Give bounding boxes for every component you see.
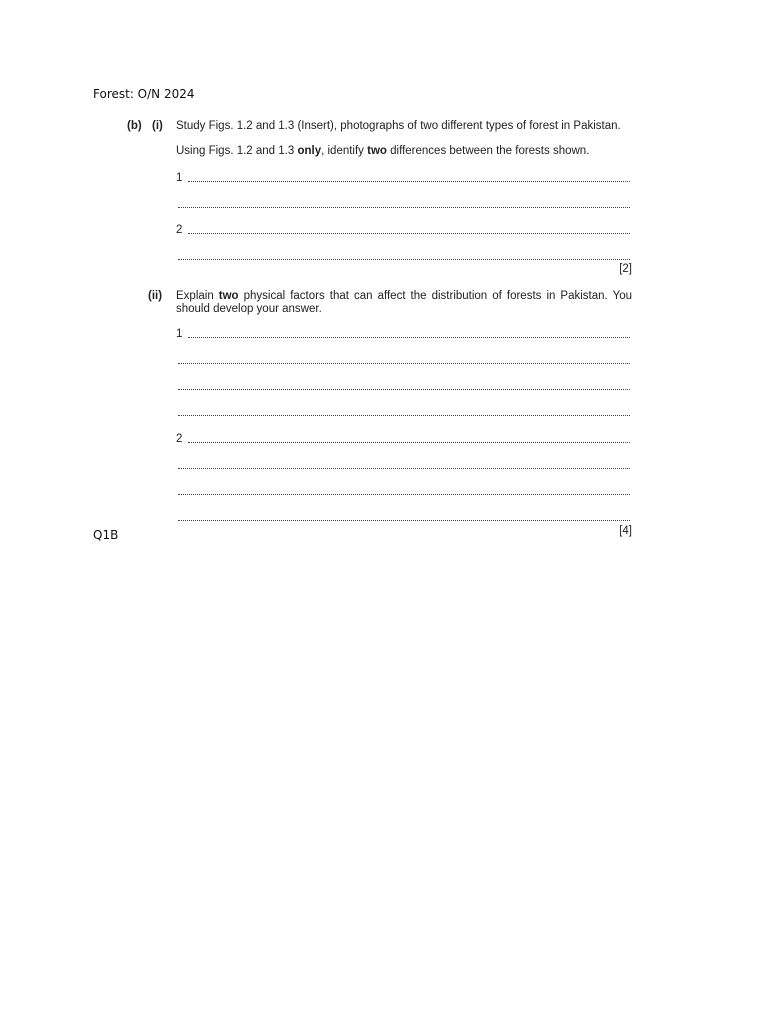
answer-i-line-2a[interactable]: [188, 231, 630, 234]
question-ii-post: physical factors that can affect the distribution of forests in Pakistan. You should develop your answer.: [176, 290, 632, 315]
answer-ii-line-1d[interactable]: [178, 413, 630, 416]
sub-ii-label: (ii): [148, 290, 163, 302]
answer-ii-line-1b[interactable]: [178, 361, 630, 364]
question-i-line2-only: only: [297, 145, 322, 157]
answer-ii-line-2d[interactable]: [178, 518, 630, 521]
answer-i-line-2b[interactable]: [178, 257, 630, 260]
answer-ii-number-1: 1: [176, 328, 183, 340]
answer-ii-line-1c[interactable]: [178, 387, 630, 390]
answer-i-line-1a[interactable]: [188, 179, 630, 182]
answer-ii-line-1a[interactable]: [188, 335, 630, 338]
question-i-line1: Study Figs. 1.2 and 1.3 (Insert), photographs of two different types of forest in Pakistan.: [176, 120, 621, 132]
answer-ii-line-2b[interactable]: [178, 466, 630, 469]
question-ii-text: [176, 290, 632, 316]
question-ii-two: two: [218, 290, 239, 302]
page-title: Forest: O/N 2024: [93, 87, 195, 101]
question-i-line2-two: two: [367, 145, 387, 157]
answer-i-number-1: 1: [176, 172, 183, 184]
answer-i-line-1b[interactable]: [178, 205, 630, 208]
answer-ii-number-2: 2: [176, 433, 183, 445]
answer-i-number-2: 2: [176, 224, 183, 236]
answer-ii-line-2c[interactable]: [178, 492, 630, 495]
marks-i: [2]: [619, 263, 632, 275]
question-i-line2: [176, 145, 636, 158]
marks-ii: [4]: [619, 525, 632, 537]
part-b-label: (b): [127, 120, 142, 132]
question-i-line2-pre: Using Figs. 1.2 and 1.3: [176, 145, 298, 157]
question-i-line2-post: differences between the forests shown.: [386, 145, 590, 157]
question-reference: Q1B: [93, 528, 119, 542]
answer-ii-line-2a[interactable]: [188, 440, 630, 443]
question-ii-pre: Explain: [176, 290, 219, 302]
sub-i-label: (i): [152, 120, 163, 132]
question-i-line2-mid: , identify: [321, 145, 368, 157]
